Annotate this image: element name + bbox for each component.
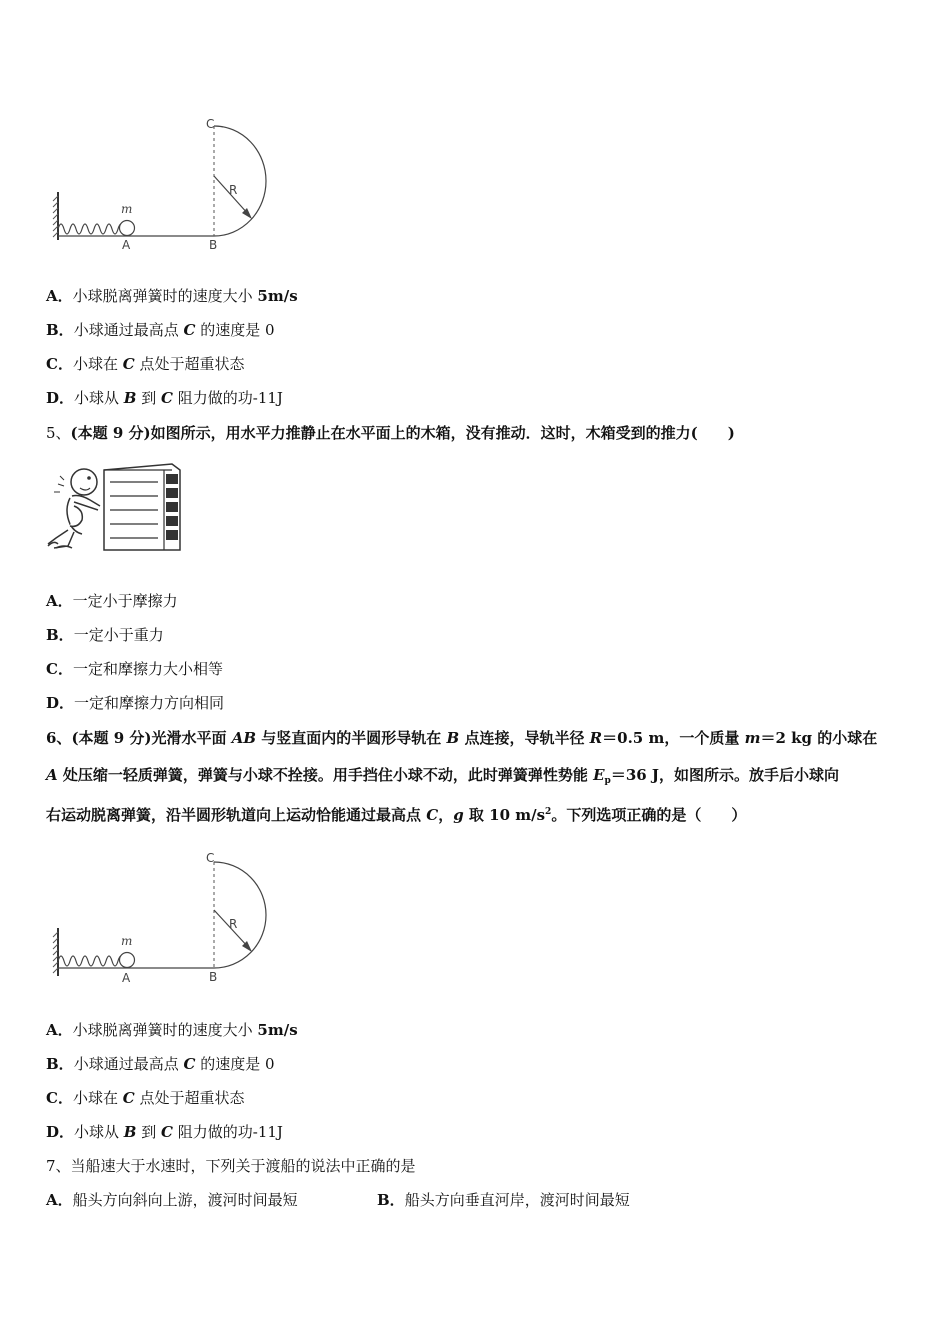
- label-m: m: [121, 934, 133, 948]
- q7-option-b: B．船头方向垂直河岸，渡河时间最短: [377, 1191, 630, 1209]
- q7-stem: 7、当船速大于水速时，下列关于渡船的说法中正确的是: [46, 1157, 416, 1175]
- q6-option-c: C．小球在 C 点处于超重状态: [46, 1089, 245, 1107]
- q4-option-c: C．小球在 C 点处于超重状态: [46, 355, 245, 373]
- q6-stem-line1: 6、(本题 9 分)光滑水平面 AB 与竖直面内的半圆形导轨在 B 点连接，导轨半径 R＝0.5 m，一个质量 m＝2 kg 的小球在: [46, 729, 878, 747]
- label-r: R: [229, 183, 238, 197]
- q6-stem-line3: 右运动脱离弹簧，沿半圆形轨道向上运动恰能通过最高点 C，g 取 10 $m/s^2$。下列选项正确的是（ ）: [46, 806, 747, 824]
- label-b: B: [209, 238, 218, 252]
- q4-option-d: D．小球从 B 到 C 阻力做的功-11J: [46, 389, 283, 407]
- box-push-figure: [44, 456, 190, 554]
- label-b: B: [209, 970, 218, 984]
- q7-option-a: A．船头方向斜向上游，渡河时间最短: [46, 1191, 298, 1209]
- q6-option-b: B．小球通过最高点 C 的速度是 0: [46, 1055, 275, 1073]
- q5-option-a: A．一定小于摩擦力: [46, 592, 178, 610]
- q5-stem: 5、(本题 9 分)如图所示，用水平力推静止在水平面上的木箱，没有推动．这时，木箱受到的推力( ): [46, 424, 735, 442]
- q4-option-a: A．小球脱离弹簧时的速度大小 5m/s: [46, 287, 298, 305]
- q5-option-b: B．一定小于重力: [46, 626, 164, 644]
- label-a: A: [122, 238, 131, 252]
- q6-option-a: A．小球脱离弹簧时的速度大小 5m/s: [46, 1021, 298, 1039]
- label-r: R: [229, 917, 238, 931]
- label-m: m: [121, 202, 133, 216]
- spring-track-figure-q6: [44, 848, 284, 993]
- label-c: C: [206, 851, 215, 865]
- spring-track-figure-top: [44, 112, 284, 257]
- q5-option-d: D．一定和摩擦力方向相同: [46, 694, 225, 712]
- q7-options-row: [46, 1190, 926, 1210]
- label-a: A: [122, 971, 131, 985]
- label-c: C: [206, 117, 215, 131]
- q4-option-b: B．小球通过最高点 C 的速度是 0: [46, 321, 275, 339]
- q6-stem-line2: A 处压缩一轻质弹簧，弹簧与小球不拴接。用手挡住小球不动，此时弹簧弹性势能 $E_p=36$ J，如图所示。放手后小球向: [46, 766, 840, 786]
- q6-option-d: D．小球从 B 到 C 阻力做的功-11J: [46, 1123, 283, 1141]
- q5-option-c: C．一定和摩擦力大小相等: [46, 660, 223, 678]
